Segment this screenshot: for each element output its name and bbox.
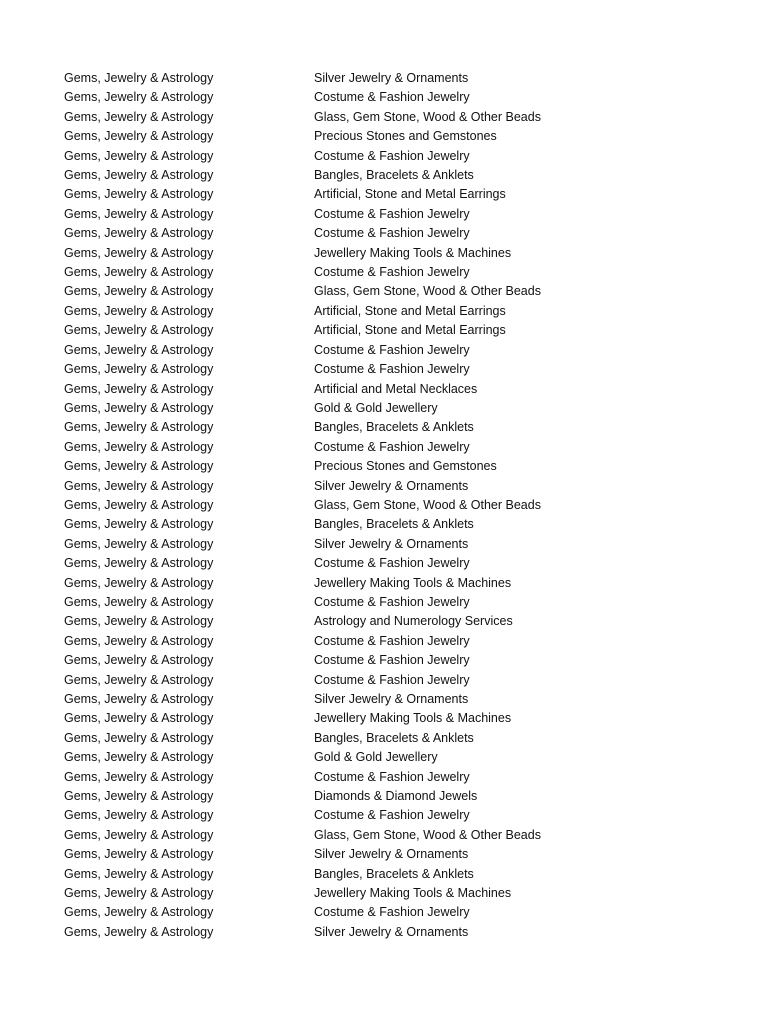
subcategory-cell: Costume & Fashion Jewelry	[314, 633, 470, 648]
subcategory-cell: Costume & Fashion Jewelry	[314, 206, 470, 221]
subcategory-cell: Costume & Fashion Jewelry	[314, 594, 470, 609]
category-cell: Gems, Jewelry & Astrology	[64, 478, 214, 493]
category-cell: Gems, Jewelry & Astrology	[64, 924, 214, 939]
category-cell: Gems, Jewelry & Astrology	[64, 206, 214, 221]
table-row	[64, 457, 704, 476]
table-row	[64, 205, 704, 224]
subcategory-cell: Costume & Fashion Jewelry	[314, 672, 470, 687]
table-row	[64, 612, 704, 631]
table-row	[64, 321, 704, 340]
subcategory-cell: Silver Jewelry & Ornaments	[314, 924, 469, 939]
subcategory-cell: Astrology and Numerology Services	[314, 614, 513, 629]
subcategory-cell: Glass, Gem Stone, Wood & Other Beads	[314, 497, 541, 512]
category-cell: Gems, Jewelry & Astrology	[64, 303, 214, 318]
category-cell: Gems, Jewelry & Astrology	[64, 109, 214, 124]
subcategory-cell: Costume & Fashion Jewelry	[314, 439, 470, 454]
table-row	[64, 845, 704, 864]
subcategory-cell: Bangles, Bracelets & Anklets	[314, 866, 474, 881]
subcategory-cell: Artificial, Stone and Metal Earrings	[314, 323, 506, 338]
subcategory-cell: Costume & Fashion Jewelry	[314, 362, 470, 377]
table-row	[64, 399, 704, 418]
subcategory-cell: Bangles, Bracelets & Anklets	[314, 420, 474, 435]
category-cell: Gems, Jewelry & Astrology	[64, 148, 214, 163]
subcategory-cell: Jewellery Making Tools & Machines	[314, 575, 512, 590]
category-cell: Gems, Jewelry & Astrology	[64, 226, 214, 241]
category-cell: Gems, Jewelry & Astrology	[64, 575, 214, 590]
category-cell: Gems, Jewelry & Astrology	[64, 459, 214, 474]
category-cell: Gems, Jewelry & Astrology	[64, 847, 214, 862]
subcategory-cell: Bangles, Bracelets & Anklets	[314, 730, 474, 745]
category-cell: Gems, Jewelry & Astrology	[64, 400, 214, 415]
category-cell: Gems, Jewelry & Astrology	[64, 905, 214, 920]
table-row	[64, 709, 704, 728]
subcategory-cell: Silver Jewelry & Ornaments	[314, 692, 469, 706]
category-cell: Gems, Jewelry & Astrology	[64, 633, 214, 648]
subcategory-cell: Jewellery Making Tools & Machines	[314, 886, 512, 901]
table-row	[64, 768, 704, 787]
subcategory-cell: Costume & Fashion Jewelry	[314, 265, 470, 280]
category-cell: Gems, Jewelry & Astrology	[64, 730, 214, 745]
table-row	[64, 341, 704, 360]
subcategory-cell: Costume & Fashion Jewelry	[314, 769, 470, 784]
subcategory-cell: Costume & Fashion Jewelry	[314, 148, 470, 163]
subcategory-cell: Jewellery Making Tools & Machines	[314, 245, 512, 260]
table-row	[64, 108, 704, 127]
category-cell: Gems, Jewelry & Astrology	[64, 168, 214, 183]
category-cell: Gems, Jewelry & Astrology	[64, 614, 214, 629]
table-row	[64, 748, 704, 767]
category-cell: Gems, Jewelry & Astrology	[64, 556, 214, 571]
subcategory-cell: Costume & Fashion Jewelry	[314, 556, 470, 571]
subcategory-cell: Costume & Fashion Jewelry	[314, 226, 470, 241]
subcategory-cell: Costume & Fashion Jewelry	[314, 342, 470, 357]
category-cell: Gems, Jewelry & Astrology	[64, 653, 214, 668]
subcategory-cell: Costume & Fashion Jewelry	[314, 90, 470, 105]
category-cell: Gems, Jewelry & Astrology	[64, 71, 214, 85]
table-row	[64, 574, 704, 593]
category-cell: Gems, Jewelry & Astrology	[64, 129, 214, 144]
category-cell: Gems, Jewelry & Astrology	[64, 245, 214, 260]
subcategory-cell: Diamonds & Diamond Jewels	[314, 789, 478, 804]
subcategory-cell: Costume & Fashion Jewelry	[314, 905, 470, 920]
table-row	[64, 690, 704, 709]
table-row	[64, 535, 704, 554]
category-cell: Gems, Jewelry & Astrology	[64, 517, 214, 532]
table-row	[64, 263, 704, 282]
subcategory-cell: Silver Jewelry & Ornaments	[314, 847, 469, 862]
category-cell: Gems, Jewelry & Astrology	[64, 866, 214, 881]
subcategory-cell: Bangles, Bracelets & Anklets	[314, 517, 474, 532]
table-row	[64, 496, 704, 515]
table-row	[64, 903, 704, 922]
category-cell: Gems, Jewelry & Astrology	[64, 808, 214, 823]
subcategory-cell: Artificial and Metal Necklaces	[314, 381, 478, 396]
subcategory-cell: Gold & Gold Jewellery	[314, 750, 438, 765]
table-row	[64, 632, 704, 651]
category-cell: Gems, Jewelry & Astrology	[64, 342, 214, 357]
subcategory-cell: Glass, Gem Stone, Wood & Other Beads	[314, 827, 541, 842]
table-row	[64, 185, 704, 204]
table-row	[64, 418, 704, 437]
table-row	[64, 923, 704, 942]
category-cell: Gems, Jewelry & Astrology	[64, 711, 214, 726]
table-row	[64, 729, 704, 748]
table-row	[64, 651, 704, 670]
table-row	[64, 380, 704, 399]
subcategory-cell: Artificial, Stone and Metal Earrings	[314, 187, 506, 202]
table-row	[64, 282, 704, 301]
subcategory-cell: Silver Jewelry & Ornaments	[314, 536, 469, 551]
table-row	[64, 787, 704, 806]
subcategory-cell: Glass, Gem Stone, Wood & Other Beads	[314, 109, 541, 124]
table-row	[64, 477, 704, 496]
table-row	[64, 593, 704, 612]
category-cell: Gems, Jewelry & Astrology	[64, 420, 214, 435]
category-table	[64, 69, 704, 942]
category-cell: Gems, Jewelry & Astrology	[64, 789, 214, 804]
category-cell: Gems, Jewelry & Astrology	[64, 769, 214, 784]
subcategory-cell: Costume & Fashion Jewelry	[314, 808, 470, 823]
table-row	[64, 69, 704, 88]
table-row	[64, 438, 704, 457]
table-row	[64, 884, 704, 903]
subcategory-cell: Artificial, Stone and Metal Earrings	[314, 303, 506, 318]
table-row	[64, 515, 704, 534]
subcategory-cell: Bangles, Bracelets & Anklets	[314, 168, 474, 183]
category-cell: Gems, Jewelry & Astrology	[64, 187, 214, 202]
table-row	[64, 127, 704, 146]
table-row	[64, 244, 704, 263]
category-cell: Gems, Jewelry & Astrology	[64, 284, 214, 299]
subcategory-cell: Costume & Fashion Jewelry	[314, 653, 470, 668]
category-cell: Gems, Jewelry & Astrology	[64, 692, 214, 706]
category-cell: Gems, Jewelry & Astrology	[64, 497, 214, 512]
category-cell: Gems, Jewelry & Astrology	[64, 362, 214, 377]
table-row	[64, 147, 704, 166]
table-row	[64, 302, 704, 321]
category-cell: Gems, Jewelry & Astrology	[64, 750, 214, 765]
category-cell: Gems, Jewelry & Astrology	[64, 381, 214, 396]
table-row	[64, 166, 704, 185]
table-row	[64, 554, 704, 573]
subcategory-cell: Jewellery Making Tools & Machines	[314, 711, 512, 726]
subcategory-cell: Silver Jewelry & Ornaments	[314, 71, 469, 85]
category-cell: Gems, Jewelry & Astrology	[64, 323, 214, 338]
table-row	[64, 806, 704, 825]
subcategory-cell: Precious Stones and Gemstones	[314, 459, 497, 474]
subcategory-cell: Silver Jewelry & Ornaments	[314, 478, 469, 493]
subcategory-cell: Gold & Gold Jewellery	[314, 400, 438, 415]
category-cell: Gems, Jewelry & Astrology	[64, 827, 214, 842]
category-cell: Gems, Jewelry & Astrology	[64, 672, 214, 687]
table-row	[64, 88, 704, 107]
category-cell: Gems, Jewelry & Astrology	[64, 265, 214, 280]
category-cell: Gems, Jewelry & Astrology	[64, 594, 214, 609]
table-row	[64, 224, 704, 243]
subcategory-cell: Precious Stones and Gemstones	[314, 129, 497, 144]
category-cell: Gems, Jewelry & Astrology	[64, 536, 214, 551]
subcategory-cell: Glass, Gem Stone, Wood & Other Beads	[314, 284, 541, 299]
category-cell: Gems, Jewelry & Astrology	[64, 439, 214, 454]
category-cell: Gems, Jewelry & Astrology	[64, 90, 214, 105]
table-row	[64, 671, 704, 690]
table-row	[64, 360, 704, 379]
table-row	[64, 826, 704, 845]
table-row	[64, 865, 704, 884]
category-cell: Gems, Jewelry & Astrology	[64, 886, 214, 901]
